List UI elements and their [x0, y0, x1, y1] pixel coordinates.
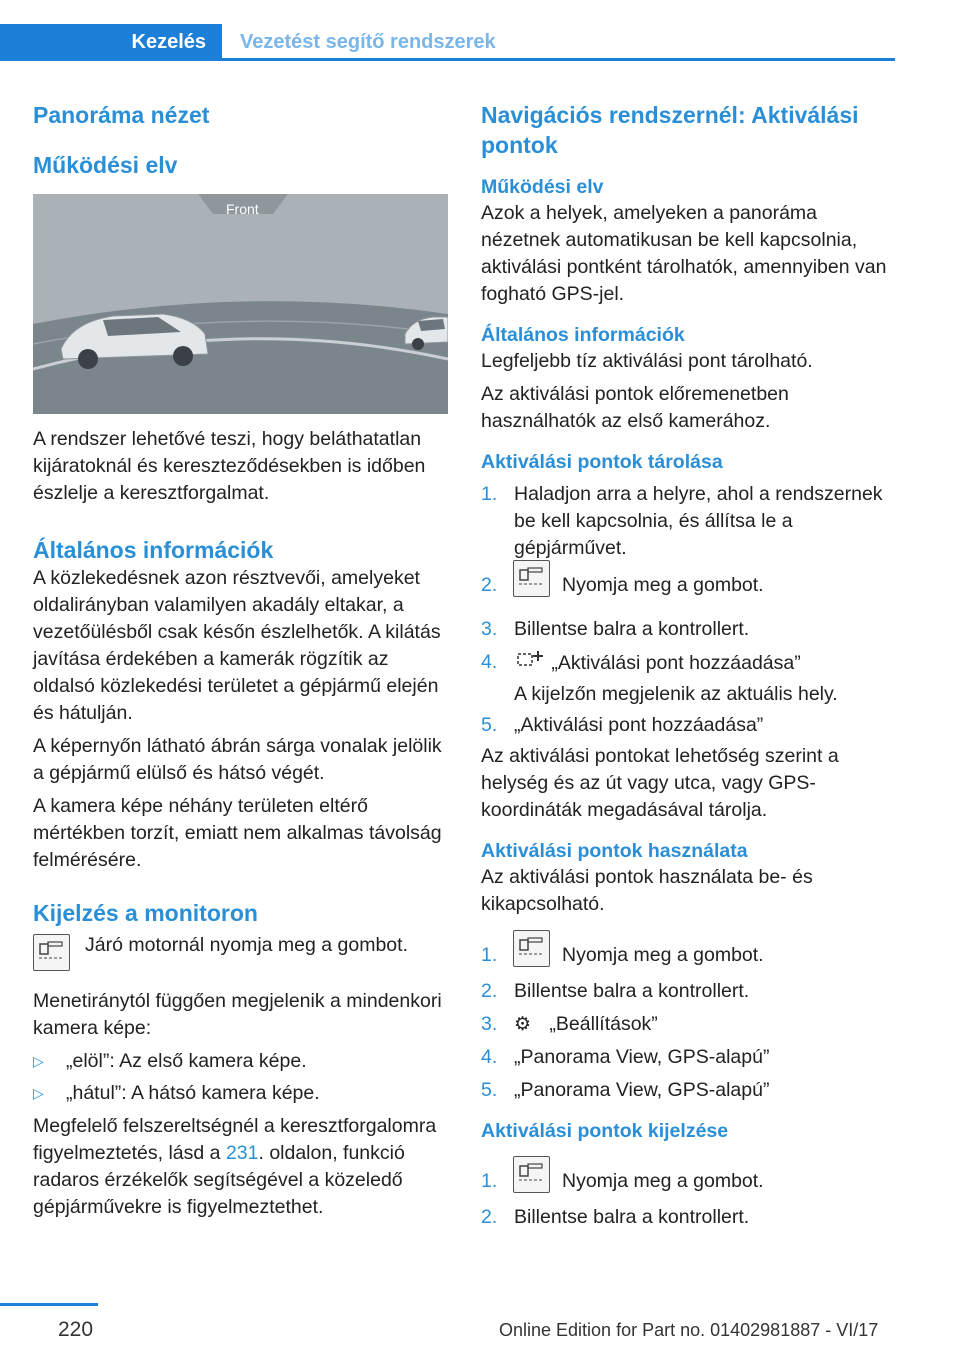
use-points-heading: Aktiválási pontok használata — [481, 840, 748, 862]
front-label: Front — [226, 201, 259, 217]
general-info-heading: Általános információk — [33, 537, 274, 563]
direction-list — [33, 1048, 448, 1107]
list-item: 5. „Aktiválási pont hozzáadása” — [481, 714, 764, 736]
triangle-bullet-icon: ▷ — [33, 1053, 44, 1069]
paragraph-visibility: A közlekedésnek azon résztvevői, amelyeket oldalirányban valamilyen akadály eltakar, a vezetőülésből csak későn észlelhetők. A kilátás javítása érdekében a kamerák rögzítik az oldalsó közlekedési területet a gépjármű elején és hátulján. — [33, 567, 441, 724]
paragraph-camera-image: Menetiránytól függően megjelenik a mindenkori kamera képe: — [33, 990, 442, 1039]
page-header — [0, 24, 895, 60]
show-points-heading: Aktiválási pontok kijelzése — [481, 1120, 729, 1142]
footer-divider — [0, 1303, 98, 1306]
list-item: ▷ „elöl”: Az első kamera képe. — [33, 1048, 448, 1075]
subsection-title: Működési elv — [33, 152, 178, 178]
panorama-illustration — [33, 194, 448, 414]
paragraph-front-camera: Az aktiválási pontok előremenetben használhatók az első kamerához. — [481, 383, 789, 432]
add-point-icon — [514, 649, 546, 677]
list-item: 2. Billentse balra a kontrollert. — [481, 980, 750, 1002]
settings-gear-icon: ⚙ — [514, 1014, 532, 1035]
header-divider — [0, 58, 895, 61]
paragraph-use-toggle: Az aktiválási pontok használata be- és kikapcsolható. — [481, 866, 813, 915]
tab-vezetest-segito[interactable]: Vezetést segítő rendszerek — [240, 31, 496, 53]
function-heading: Működési elv — [481, 176, 604, 198]
section-title: Navigációs rendszernél: Aktiválási pontok — [481, 102, 859, 158]
paragraph-yellow-lines: A képernyőn látható ábrán sárga vonalak jelölik a gépjármű elülső és hátsó végét. — [33, 735, 442, 784]
camera-view-image — [33, 194, 448, 414]
intro-paragraph: A rendszer lehetővé teszi, hogy beláthatatlan kijáratoknál és kereszteződésekben is időben észlelje a keresztforgalmat. — [33, 428, 426, 504]
camera-button-icon — [33, 934, 70, 971]
page-link-231[interactable]: 231 — [225, 1142, 259, 1164]
right-column — [481, 100, 897, 1231]
camera-button-icon — [513, 560, 550, 597]
display-heading: Kijelzés a monitoron — [33, 900, 258, 926]
edition-note: Online Edition for Part no. 01402981887 - VI/17 — [499, 1320, 879, 1340]
list-item: 4. „Aktiválási pont hozzáadása” A kijelzőn megjelenik az aktuális hely. — [481, 649, 897, 708]
paragraph-activation-points: Azok a helyek, amelyeken a panoráma nézetnek automatikusan be kell kapcsolnia, aktiválási pontként tárolhatók, amennyiben van fogható GPS-jel. — [481, 202, 887, 305]
camera-button-text: Járó motornál nyomja meg a gombot. — [85, 934, 408, 956]
list-item: 2. Billentse balra a kontrollert. — [481, 1206, 750, 1228]
paragraph-distortion: A kamera képe néhány területen eltérő mértékben torzít, emiatt nem alkalmas távolság felmérésére. — [33, 795, 442, 871]
camera-button-icon — [513, 1156, 550, 1193]
list-item: 1. Nyomja meg a gombot. — [481, 1168, 897, 1208]
list-item: ▷ „hátul”: A hátsó kamera képe. — [33, 1080, 448, 1107]
left-column — [33, 100, 448, 1221]
show-steps — [481, 1168, 897, 1231]
paragraph-cross-traffic: Megfelelő felszereltségnél a keresztforgalomra figyelmeztetés, lásd a 231. oldalon, funkció radaros érzékelők segítségével a közeledő gépjárművekre is figyelmeztethet. — [33, 1115, 437, 1218]
camera-button-icon — [513, 930, 550, 967]
page-number: 220 — [58, 1318, 94, 1341]
list-item: 5. „Panorama View, GPS-alapú” — [481, 1079, 770, 1101]
list-item: 2. Nyomja meg a gombot. — [481, 572, 897, 612]
store-points-heading: Aktiválási pontok tárolása — [481, 451, 723, 473]
list-item: 3. ⚙ „Beállítások” — [481, 1011, 897, 1038]
use-steps — [481, 942, 897, 1104]
list-item: 1. Haladjon arra a helyre, ahol a rendszernek be kell kapcsolnia, és állítsa le a gépjárművet. — [481, 483, 883, 559]
list-item: 3. Billentse balra a kontrollert. — [481, 618, 750, 640]
list-item: 4. „Panorama View, GPS-alapú” — [481, 1046, 770, 1068]
store-steps — [481, 481, 897, 739]
paragraph-store-hint: Az aktiválási pontokat lehetőség szerint a helység és az út vagy utca, vagy GPS-koordináták megadásával tárolja. — [481, 745, 839, 821]
camera-button-row — [33, 934, 448, 976]
triangle-bullet-icon: ▷ — [33, 1085, 44, 1101]
list-item: 1. Nyomja meg a gombot. — [481, 942, 897, 982]
step-note: A kijelzőn megjelenik az aktuális hely. — [514, 683, 838, 705]
tab-kezeles[interactable]: Kezelés — [0, 24, 222, 60]
paragraph-max-points: Legfeljebb tíz aktiválási pont tárolható. — [481, 350, 813, 372]
general-info-heading: Általános információk — [481, 324, 685, 346]
section-title: Panoráma nézet — [33, 102, 210, 128]
